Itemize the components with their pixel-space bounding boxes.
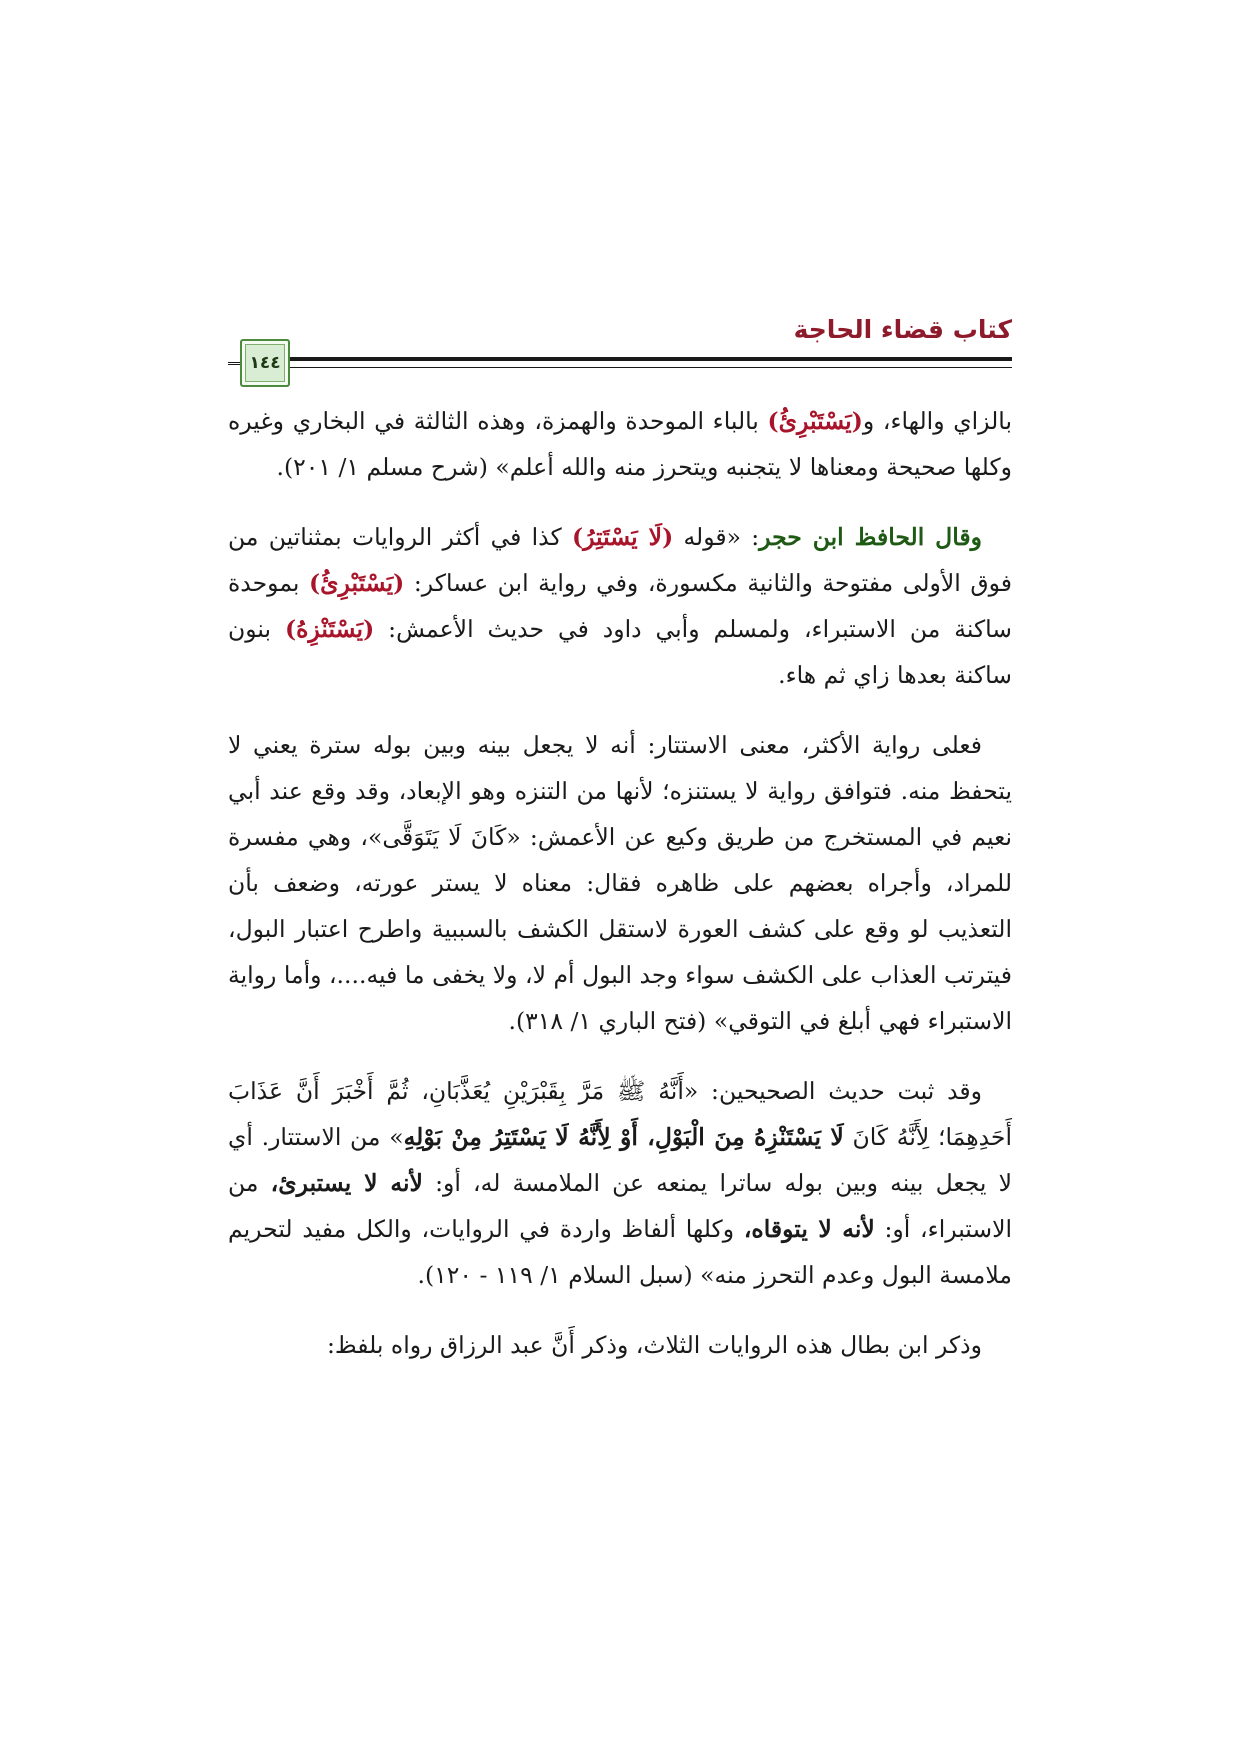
text-run: بموحدة ساكنة من الاستبراء، ولمسلم وأبي داود في حديث الأعمش: (228, 569, 1012, 643)
paragraph-1 (228, 398, 1012, 490)
highlight-term: (لَا يَسْتَتِرُ) (571, 523, 674, 551)
text-run: » من الاستتار. أي لا يجعل بينه وبين بوله ساترا يمنعه عن الملامسة له، أو: (228, 1123, 1012, 1197)
text-run: بنون ساكنة بعدها زاي ثم هاء. (228, 615, 1012, 689)
author-name: وقال الحافظ ابن حجر (759, 523, 982, 551)
highlight-term: (يَسْتَنْزِهُ) (285, 615, 375, 643)
text-run: وكلها ألفاظ واردة في الروايات، والكل مفيد لتحريم ملامسة البول وعدم التحرز منه» (سبل السلام ١/ ١١٩ - ١٢٠). (228, 1215, 1012, 1289)
bold-phrase: لَا يَسْتَنْزِهُ مِنَ الْبَوْلِ، أَوْ لِأَنَّهُ لَا يَسْتَتِرُ مِنْ بَوْلِهِ (403, 1123, 844, 1151)
text-run: بالزاي والهاء، و (862, 407, 1012, 435)
paragraph-3: فعلى رواية الأكثر، معنى الاستتار: أنه لا يجعل بينه وبين بوله سترة يعني لا يتحفظ منه. فتوافق رواية لا يستنزه؛ لأنها من التنزه وهو الإبعاد، وقد وقع عند أبي نعيم في المستخرج من طريق وكيع عن الأعمش: «كَانَ لَا يَتَوَقَّى»، وهي مفسرة للمراد، وأجراه بعضهم على ظاهره فقال: معناه لا يستر عورته، وضعف بأن التعذيب لو وقع على كشف العورة لاستقل الكشف بالسببية واطرح اعتبار البول، فيترتب العذاب على الكشف سواء وجد البول أم لا، ولا يخفى ما فيه....، وأما رواية الاستبراء فهي أبلغ في التوقي» (فتح الباري ١/ ٣١٨). (228, 731, 1012, 1035)
page-number-badge (240, 339, 290, 387)
page-number: ١٤٤ (249, 353, 281, 373)
header-rule-thick (284, 357, 1012, 361)
text-run: وقد ثبت حديث الصحيحين: «أَنَّهُ ﷺ مَرَّ بِقَبْرَيْنِ يُعَذَّبَانِ، ثُمَّ أَخْبَرَ أَنَّ عَذَابَ أَحَدِهِمَا؛ لِأَنَّهُ كَانَ (228, 1077, 1012, 1151)
book-title: كتاب قضاء الحاجة (793, 315, 1012, 344)
text-run: : «قوله (673, 523, 760, 551)
highlight-term: (يَسْتَبْرِئُ) (309, 569, 405, 597)
paragraph-2 (228, 514, 1012, 698)
text-run: كذا في أكثر الروايات بمثناتين من فوق الأولى مفتوحة والثانية مكسورة، وفي رواية ابن عساكر: (228, 523, 1012, 597)
bold-phrase: لأنه لا يتوقاه، (743, 1215, 875, 1243)
paragraph-5: وذكر ابن بطال هذه الروايات الثلاث، وذكر أَنَّ عبد الرزاق رواه بلفظ: (327, 1331, 982, 1359)
header-rule-thin (284, 367, 1012, 368)
paragraph-4 (228, 1068, 1012, 1298)
page-header (228, 312, 1012, 390)
bold-phrase: لأنه لا يستبرئ، (270, 1169, 423, 1197)
text-run: من الاستبراء، أو: (228, 1169, 1012, 1243)
highlight-term: (يَسْتَبْرِئُ) (767, 407, 863, 435)
text-run: بالباء الموحدة والهمزة، وهذه الثالثة في البخاري وغيره وكلها صحيحة ومعناها لا يتجنبه ويتحرز منه والله أعلم» (شرح مسلم ١/ ٢٠١). (228, 407, 1012, 481)
page-body (228, 398, 1012, 1392)
